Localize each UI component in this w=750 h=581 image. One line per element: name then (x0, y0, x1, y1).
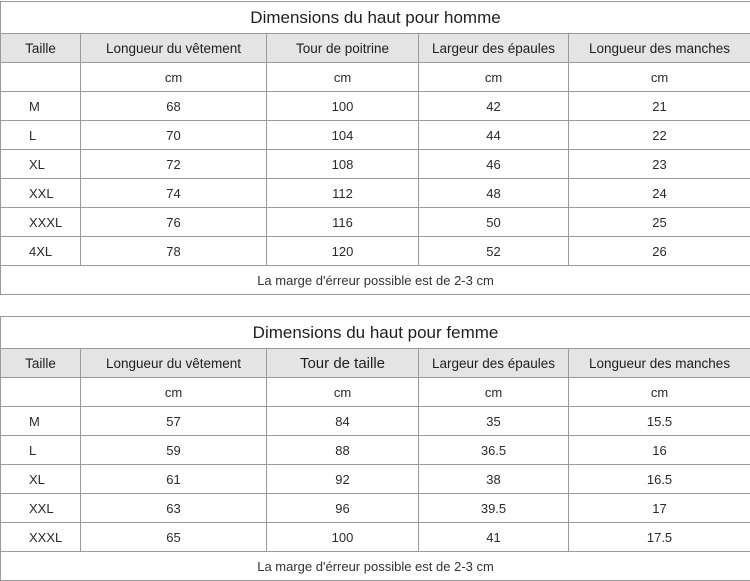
value-cell: 112 (267, 179, 419, 208)
unit-cell: cm (267, 378, 419, 407)
men-header-row (1, 34, 750, 63)
value-cell: 65 (81, 523, 267, 552)
value-cell: 21 (569, 92, 750, 121)
value-cell: 76 (81, 208, 267, 237)
table-row (1, 150, 750, 179)
header-sleeve-length: Longueur des manches (569, 34, 750, 63)
value-cell: 23 (569, 150, 750, 179)
value-cell: 17 (569, 494, 750, 523)
unit-cell (1, 378, 81, 407)
size-cell: 4XL (1, 237, 81, 266)
value-cell: 44 (419, 121, 569, 150)
table-row (1, 121, 750, 150)
value-cell: 41 (419, 523, 569, 552)
value-cell: 84 (267, 407, 419, 436)
value-cell: 88 (267, 436, 419, 465)
header-shoulder-width: Largeur des épaules (419, 34, 569, 63)
value-cell: 50 (419, 208, 569, 237)
value-cell: 26 (569, 237, 750, 266)
unit-cell: cm (81, 378, 267, 407)
value-cell: 59 (81, 436, 267, 465)
header-sleeve-length: Longueur des manches (569, 349, 750, 378)
unit-cell: cm (419, 63, 569, 92)
value-cell: 108 (267, 150, 419, 179)
unit-cell: cm (569, 378, 750, 407)
value-cell: 22 (569, 121, 750, 150)
value-cell: 36.5 (419, 436, 569, 465)
table-row (1, 465, 750, 494)
women-table-title: Dimensions du haut pour femme (1, 317, 750, 349)
value-cell: 74 (81, 179, 267, 208)
header-waist: Tour de taille (267, 349, 419, 378)
unit-cell: cm (419, 378, 569, 407)
women-note-row (1, 552, 750, 581)
men-unit-row (1, 63, 750, 92)
value-cell: 57 (81, 407, 267, 436)
unit-cell: cm (81, 63, 267, 92)
header-size: Taille (1, 349, 81, 378)
value-cell: 16.5 (569, 465, 750, 494)
size-cell: XL (1, 465, 81, 494)
men-title-row (1, 2, 750, 34)
table-row (1, 208, 750, 237)
value-cell: 63 (81, 494, 267, 523)
size-cell: XXXL (1, 208, 81, 237)
value-cell: 120 (267, 237, 419, 266)
value-cell: 48 (419, 179, 569, 208)
header-garment-length: Longueur du vêtement (81, 34, 267, 63)
table-row (1, 237, 750, 266)
women-header-row (1, 349, 750, 378)
value-cell: 68 (81, 92, 267, 121)
value-cell: 96 (267, 494, 419, 523)
size-cell: XXL (1, 494, 81, 523)
tolerance-note: La marge d'érreur possible est de 2-3 cm (1, 552, 750, 581)
table-row (1, 494, 750, 523)
unit-cell (1, 63, 81, 92)
value-cell: 61 (81, 465, 267, 494)
size-cell: XXXL (1, 523, 81, 552)
size-cell: L (1, 436, 81, 465)
value-cell: 38 (419, 465, 569, 494)
tolerance-note: La marge d'érreur possible est de 2-3 cm (1, 266, 750, 295)
value-cell: 72 (81, 150, 267, 179)
value-cell: 70 (81, 121, 267, 150)
table-row (1, 407, 750, 436)
unit-cell: cm (569, 63, 750, 92)
women-size-table (0, 316, 750, 581)
unit-cell: cm (267, 63, 419, 92)
men-table-title: Dimensions du haut pour homme (1, 2, 750, 34)
table-row (1, 179, 750, 208)
value-cell: 17.5 (569, 523, 750, 552)
value-cell: 104 (267, 121, 419, 150)
header-size: Taille (1, 34, 81, 63)
table-row (1, 436, 750, 465)
men-note-row (1, 266, 750, 295)
size-cell: XL (1, 150, 81, 179)
header-shoulder-width: Largeur des épaules (419, 349, 569, 378)
size-cell: L (1, 121, 81, 150)
value-cell: 116 (267, 208, 419, 237)
value-cell: 100 (267, 523, 419, 552)
value-cell: 46 (419, 150, 569, 179)
value-cell: 42 (419, 92, 569, 121)
women-title-row (1, 317, 750, 349)
size-cell: M (1, 407, 81, 436)
size-cell: M (1, 92, 81, 121)
table-row (1, 523, 750, 552)
value-cell: 52 (419, 237, 569, 266)
men-size-table (0, 1, 750, 295)
value-cell: 39.5 (419, 494, 569, 523)
value-cell: 100 (267, 92, 419, 121)
value-cell: 35 (419, 407, 569, 436)
size-cell: XXL (1, 179, 81, 208)
table-row (1, 92, 750, 121)
women-unit-row (1, 378, 750, 407)
header-garment-length: Longueur du vêtement (81, 349, 267, 378)
value-cell: 16 (569, 436, 750, 465)
value-cell: 24 (569, 179, 750, 208)
value-cell: 92 (267, 465, 419, 494)
value-cell: 25 (569, 208, 750, 237)
header-chest: Tour de poitrine (267, 34, 419, 63)
value-cell: 78 (81, 237, 267, 266)
value-cell: 15.5 (569, 407, 750, 436)
